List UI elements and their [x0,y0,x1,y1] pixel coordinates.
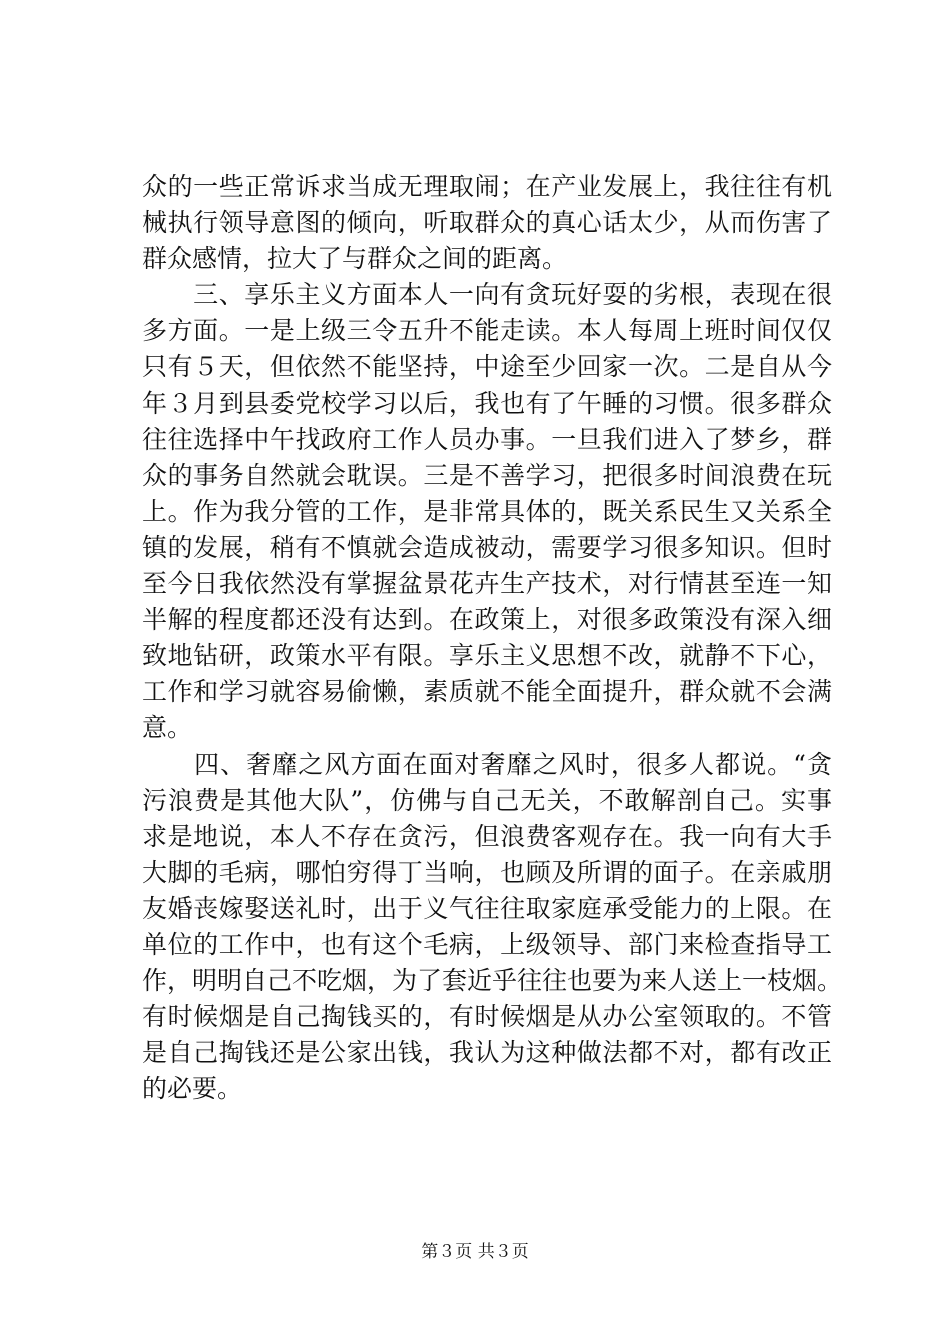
text-line: 半解的程度都还没有达到。在政策上，对很多政策没有深入细 [142,605,832,635]
text-line: 只有５天，但依然不能坚持，中途至少回家一次。二是自从今 [142,352,832,382]
text-line: 作，明明自己不吃烟，为了套近乎往往也要为来人送上一枝烟。 [142,966,843,996]
text-line: 友婚丧嫁娶送礼时，出于义气往往取家庭承受能力的上限。在 [142,893,832,923]
text-line: 群众感情，拉大了与群众之间的距离。 [142,244,568,274]
text-line: 三、享乐主义方面本人一向有贪玩好耍的劣根，表现在很 [142,280,832,310]
text-line: 有时候烟是自己掏钱买的，有时候烟是从办公室领取的。不管 [142,1002,832,1032]
text-line: 单位的工作中，也有这个毛病，上级领导、部门来检查指导工 [142,929,832,959]
text-line: 意。 [142,713,193,743]
text-line: 工作和学习就容易偷懒，素质就不能全面提升，群众就不会满 [142,677,832,707]
text-line: 的必要。 [142,1074,243,1104]
text-line: 是自己掏钱还是公家出钱，我认为这种做法都不对，都有改正 [142,1038,832,1068]
text-line: 至今日我依然没有掌握盆景花卉生产技术，对行情甚至连一知 [142,569,832,599]
text-line: 多方面。一是上级三令五升不能走读。本人每周上班时间仅仅 [142,316,832,346]
text-line: 致地钻研，政策水平有限。享乐主义思想不改，就静不下心， [142,641,832,671]
text-line: 大脚的毛病，哪怕穷得丁当响，也顾及所谓的面子。在亲戚朋 [142,857,832,887]
text-line: 众的一些正常诉求当成无理取闹；在产业发展上，我往往有机 [142,172,832,201]
text-line: 上。作为我分管的工作，是非常具体的，既关系民生又关系全 [142,496,832,526]
document-body [142,169,843,1107]
text-line: 求是地说，本人不存在贪污，但浪费客观存在。我一向有大手 [142,821,832,851]
page-footer: 第３页 共３页 [421,1242,529,1262]
text-line: 往往选择中午找政府工作人员办事。一旦我们进入了梦乡，群 [142,424,832,454]
text-line: 污浪费是其他大队”，仿佛与自己无关，不敢解剖自己。实事 [142,785,832,815]
text-line: 械执行领导意图的倾向，听取群众的真心话太少，从而伤害了 [142,208,832,238]
text-line: 四、奢靡之风方面在面对奢靡之风时，很多人都说。“贪 [142,749,832,779]
text-line: 年３月到县委党校学习以后，我也有了午睡的习惯。很多群众 [142,388,832,418]
text-line: 众的事务自然就会耽误。三是不善学习，把很多时间浪费在玩 [142,460,832,490]
text-line: 镇的发展，稍有不慎就会造成被动，需要学习很多知识。但时 [142,532,832,562]
